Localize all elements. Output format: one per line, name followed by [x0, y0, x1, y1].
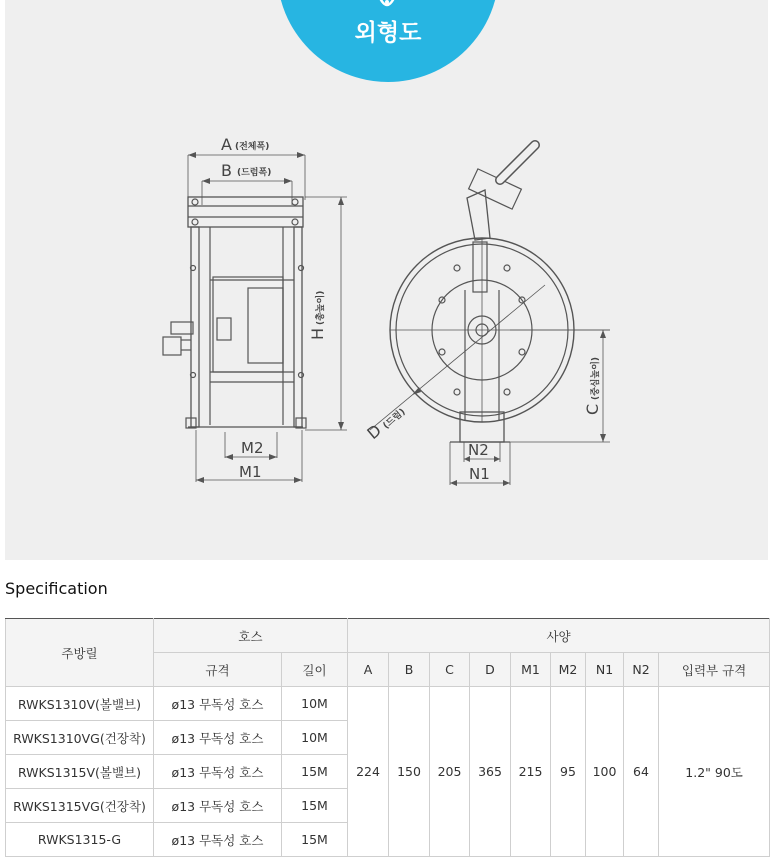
side-view — [370, 145, 610, 486]
cell-c: 205 — [430, 687, 470, 857]
spec-heading: Specification — [5, 579, 108, 598]
header-col-m2: M2 — [551, 653, 586, 687]
table-row — [6, 687, 770, 721]
cell-m2: 95 — [551, 687, 586, 857]
cell-length: 15M — [282, 755, 348, 789]
dim-note-d: (드럼) — [381, 407, 408, 432]
cell-length: 15M — [282, 823, 348, 857]
dim-label-h: H — [308, 327, 327, 340]
dim-label-a: A — [221, 135, 232, 154]
cell-hose: ø13 무독성 호스 — [154, 721, 282, 755]
spec-table — [5, 618, 770, 857]
cell-model: RWKS1310VG(건장착) — [6, 721, 154, 755]
header-specs: 사양 — [348, 619, 770, 653]
dim-note-h: (총높이) — [316, 290, 326, 325]
cell-n1: 100 — [586, 687, 624, 857]
cell-d: 365 — [470, 687, 511, 857]
cell-model: RWKS1315V(볼밸브) — [6, 755, 154, 789]
header-col-n2: N2 — [624, 653, 659, 687]
cell-hose: ø13 무독성 호스 — [154, 755, 282, 789]
dim-note-a: (전체폭) — [235, 142, 270, 152]
dim-label-m1: M1 — [239, 463, 262, 481]
cell-model: RWKS1315VG(건장착) — [6, 789, 154, 823]
cell-a: 224 — [348, 687, 389, 857]
cell-b: 150 — [389, 687, 430, 857]
dim-label-b: B — [221, 161, 232, 180]
cell-length: 10M — [282, 687, 348, 721]
cell-hose: ø13 무독성 호스 — [154, 687, 282, 721]
drawing-panel — [5, 0, 768, 560]
cell-n2: 64 — [624, 687, 659, 857]
header-col-c: C — [430, 653, 470, 687]
dim-note-b: (드럼폭) — [237, 168, 272, 178]
header-col-a: A — [348, 653, 389, 687]
cell-m1: 215 — [511, 687, 551, 857]
cell-hose: ø13 무독성 호스 — [154, 823, 282, 857]
header-col-m1: M1 — [511, 653, 551, 687]
header-col-n1: N1 — [586, 653, 624, 687]
dim-label-c: C — [583, 403, 602, 415]
header-hose: 호스 — [154, 619, 348, 653]
dim-label-n2: N2 — [468, 441, 489, 459]
outline-drawing — [5, 0, 768, 560]
header-col-b: B — [389, 653, 430, 687]
cell-input: 1.2" 90도 — [659, 687, 770, 857]
cell-model: RWKS1310V(볼밸브) — [6, 687, 154, 721]
dim-label-d: D — [363, 420, 386, 444]
cell-hose: ø13 무독성 호스 — [154, 789, 282, 823]
header-reel: 주방릴 — [6, 619, 154, 687]
header-gauge: 규격 — [154, 653, 282, 687]
header-length: 길이 — [282, 653, 348, 687]
dim-note-c: (중심높이) — [591, 356, 601, 400]
dim-label-m2: M2 — [241, 439, 264, 457]
cell-model: RWKS1315-G — [6, 823, 154, 857]
badge-title: 외형도 — [354, 20, 422, 46]
cell-length: 15M — [282, 789, 348, 823]
cell-length: 10M — [282, 721, 348, 755]
header-col-d: D — [470, 653, 511, 687]
header-col-input: 입력부 규격 — [659, 653, 770, 687]
dim-label-n1: N1 — [469, 465, 490, 483]
